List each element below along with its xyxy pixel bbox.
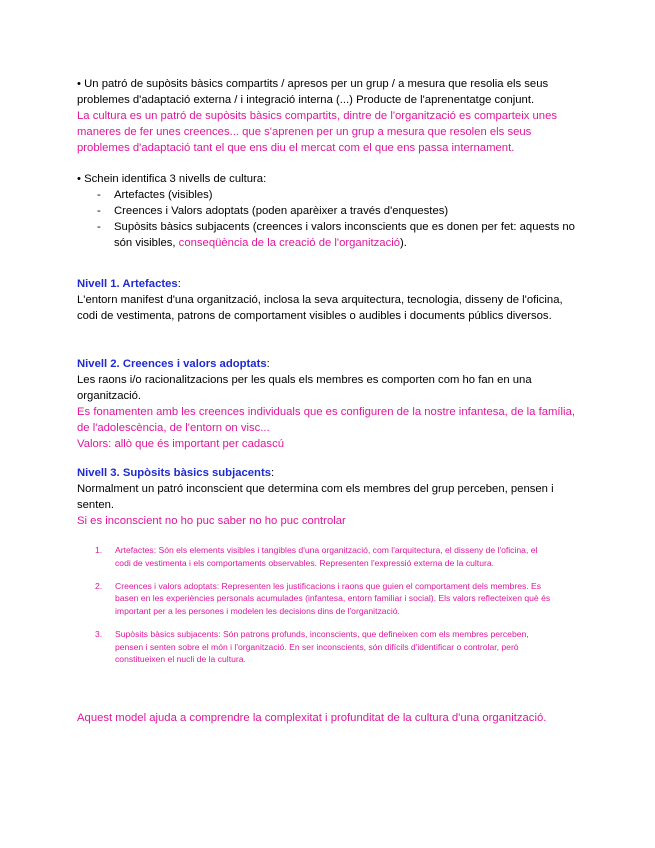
nivell1-heading [77, 276, 582, 292]
schein-section [77, 171, 582, 251]
schein-levels-list [77, 187, 582, 251]
list-item-text: Supòsits bàsics subjacents (creences i valors inconscients que es donen per fet: aquests no són visibles, [114, 221, 575, 249]
list-item-text: Creences i Valors adoptats (poden aparèixer a través d'enquestes) [114, 205, 449, 217]
intro-note: La cultura es un patró de supòsits bàsics compartits, dintre de l'organització es comparteix unes maneres de fer unes creences... que s'aprenen per un grup a mesura que resolen els seus problemes d'adaptació tant el que ens diu el mercat com el que ens passa internament. [77, 110, 558, 154]
item-number: 1. [95, 545, 103, 555]
item-text: Creences i valors adoptats: Representen les justificacions i raons que guien el comportament dels membres. Es basen en les experiències personals acumulades (infantesa, entorn familiar i social). Els valors reflecteixen què és important per a les persones i modelen les decisions dins de l'organització. [115, 580, 551, 616]
item-text: Artefactes: Són els elements visibles i tangibles d'una organització, com l'arquitectura, el disseny de l'oficina, el codi de vestimenta i els comportaments observables. Representen l'expressió externa de la cultura. [115, 545, 538, 568]
heading-colon: : [177, 278, 181, 290]
bullet: • [77, 78, 81, 90]
dash: - [97, 205, 101, 217]
heading-colon: : [266, 358, 270, 370]
nivell3-heading [77, 465, 582, 481]
dash: - [97, 221, 101, 233]
nivell2-note: Es fonamenten amb les creences individuals que es configuren de la nostre infantesa, de la família, de l'adolescència, de l'entorn on visc... [77, 406, 575, 434]
nivell2-section [77, 356, 582, 452]
nivell1-section [77, 276, 582, 324]
list-item [95, 580, 555, 618]
nivell1-text: L'entorn manifest d'una organització, inclosa la seva arquitectura, tecnologia, disseny de l'oficina, codi de vestimenta, patrons de comportament visibles o audibles i documents públics diversos. [77, 294, 563, 322]
list-item [77, 187, 582, 203]
heading-colon: : [271, 467, 275, 479]
dash: - [97, 189, 101, 201]
heading-text: Nivell 1. Artefactes [77, 278, 178, 290]
item-text: Supòsits bàsics subjacents: Són patrons profunds, inconscients, que defineixen com els membres perceben, pensen i senten sobre el món i l'organització. En ser inconscients, són difícils d'identificar o controlar, però constitueixen el nucli de la cultura. [115, 628, 529, 665]
list-item-tail: ). [400, 237, 407, 249]
nivell2-text: Les raons i/o racionalitzacions per les quals els membres es comporten com ho fan en una organització. [77, 374, 532, 402]
item-number: 2. [95, 580, 103, 591]
intro-definition [77, 76, 582, 108]
list-item [95, 544, 555, 569]
nivell2-values: Valors: allò que és important per cadascú [77, 438, 285, 450]
schein-title [77, 171, 582, 187]
heading-text: Nivell 3. Supòsits bàsics subjacents [77, 467, 272, 479]
nivell3-text: Normalment un patró inconscient que determina com els membres del grup perceben, pensen i senten. [77, 483, 554, 511]
nivell3-section [77, 465, 582, 529]
list-item-text: Artefactes (visibles) [114, 189, 213, 201]
bullet: • [77, 173, 81, 185]
intro-section [77, 76, 582, 156]
list-item [77, 219, 582, 251]
numbered-list [95, 544, 555, 676]
schein-title-text: Schein identifica 3 nivells de cultura: [84, 173, 267, 185]
nivell3-note: Si es inconscient no ho puc saber no ho puc controlar [77, 515, 346, 527]
nivell2-heading [77, 356, 582, 372]
heading-text: Nivell 2. Creences i valors adoptats [77, 358, 267, 370]
list-item [95, 628, 555, 666]
conclusion: Aquest model ajuda a comprendre la complexitat i profunditat de la cultura d'una organització. [77, 712, 547, 724]
item-number: 3. [95, 628, 103, 639]
intro-line: Un patró de supòsits bàsics compartits / apresos per un grup / a mesura que resolia els seus problemes d'adaptació externa / i integració interna (...) Producte de l'aprenentatge conjunt. [77, 78, 549, 106]
list-item-highlight: conseqüència de la creació de l'organització [178, 237, 401, 249]
list-item [77, 203, 582, 219]
